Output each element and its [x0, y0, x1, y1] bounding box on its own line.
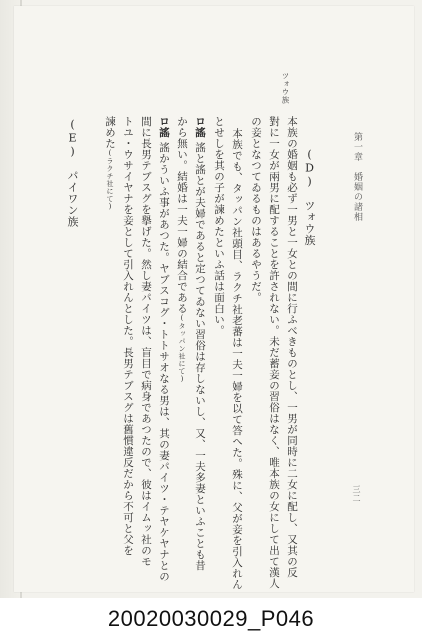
chapter-header: 第一章 婚姻の諸相 [352, 132, 362, 222]
section-d-margin-label: ツォウ族 [281, 72, 290, 104]
section-e-p2-line-3: トユ・ウサイヤナを妾として引入れんとした。長男テブスグは舊慣違反だから不可と父を [122, 116, 134, 556]
image-id-caption: 20020030029_P046 [107, 606, 315, 631]
section-e-p1-note: (タッパン社にて) [178, 314, 186, 384]
section-d-heading: (D) ツォウ族 [303, 148, 316, 246]
section-e-p2-marker: ロ謠 [158, 116, 170, 138]
section-e-heading: (E) パイワン族 [66, 118, 79, 228]
section-e-p1-line-1: 謠と謠とが夫婦であると定つてゐない習俗は存しないし、又、一夫多妻といふことも昔 [194, 142, 206, 571]
section-d-line-4: 本族でも、タッパン社頭目、ラクチ社老蕃は一夫一婦を以て答へた。殊に、父が妾を引入れん [231, 128, 243, 590]
section-d-line-3: の妾となつてゐるものはあるやうだ。 [250, 116, 262, 303]
section-e-p1-marker: ロ謠 [194, 116, 206, 138]
section-d-line-5: とせしを其の子が諫めたといふ話は面白い。 [213, 116, 225, 336]
section-d-line-1: 本族の婚姻も必ず一男と一女との間に行ふべきものとし、一男が同時に二女に配し、又其の反 [286, 116, 298, 578]
section-e-p2-line-4: 諫めた(ラクチ社にて) [104, 116, 116, 211]
section-e-p2-line-2: 間に長男テブスグを擧げた。然し妻パイツは、盲目で病身であつたので、彼はイムッ社のモ [140, 116, 152, 567]
section-e-p2-note: (ラクチ社にて) [106, 149, 114, 211]
page-number: 三二 [352, 485, 361, 503]
section-e-p2-line-1: 謠かういふ事があつた。ヤブスコグ・トトサオなる男は、其の妻パイツ・テヤケヤナとの [158, 142, 170, 582]
section-e-p1-line-2: から無い。結婚は一夫一婦の結合である(タッパン社にて) [176, 116, 188, 384]
section-d-line-2: 對に一女が兩男に配することを許されない。未だ蓄妾の習俗はなく、唯本族の女にして出て漢人 [268, 116, 280, 589]
